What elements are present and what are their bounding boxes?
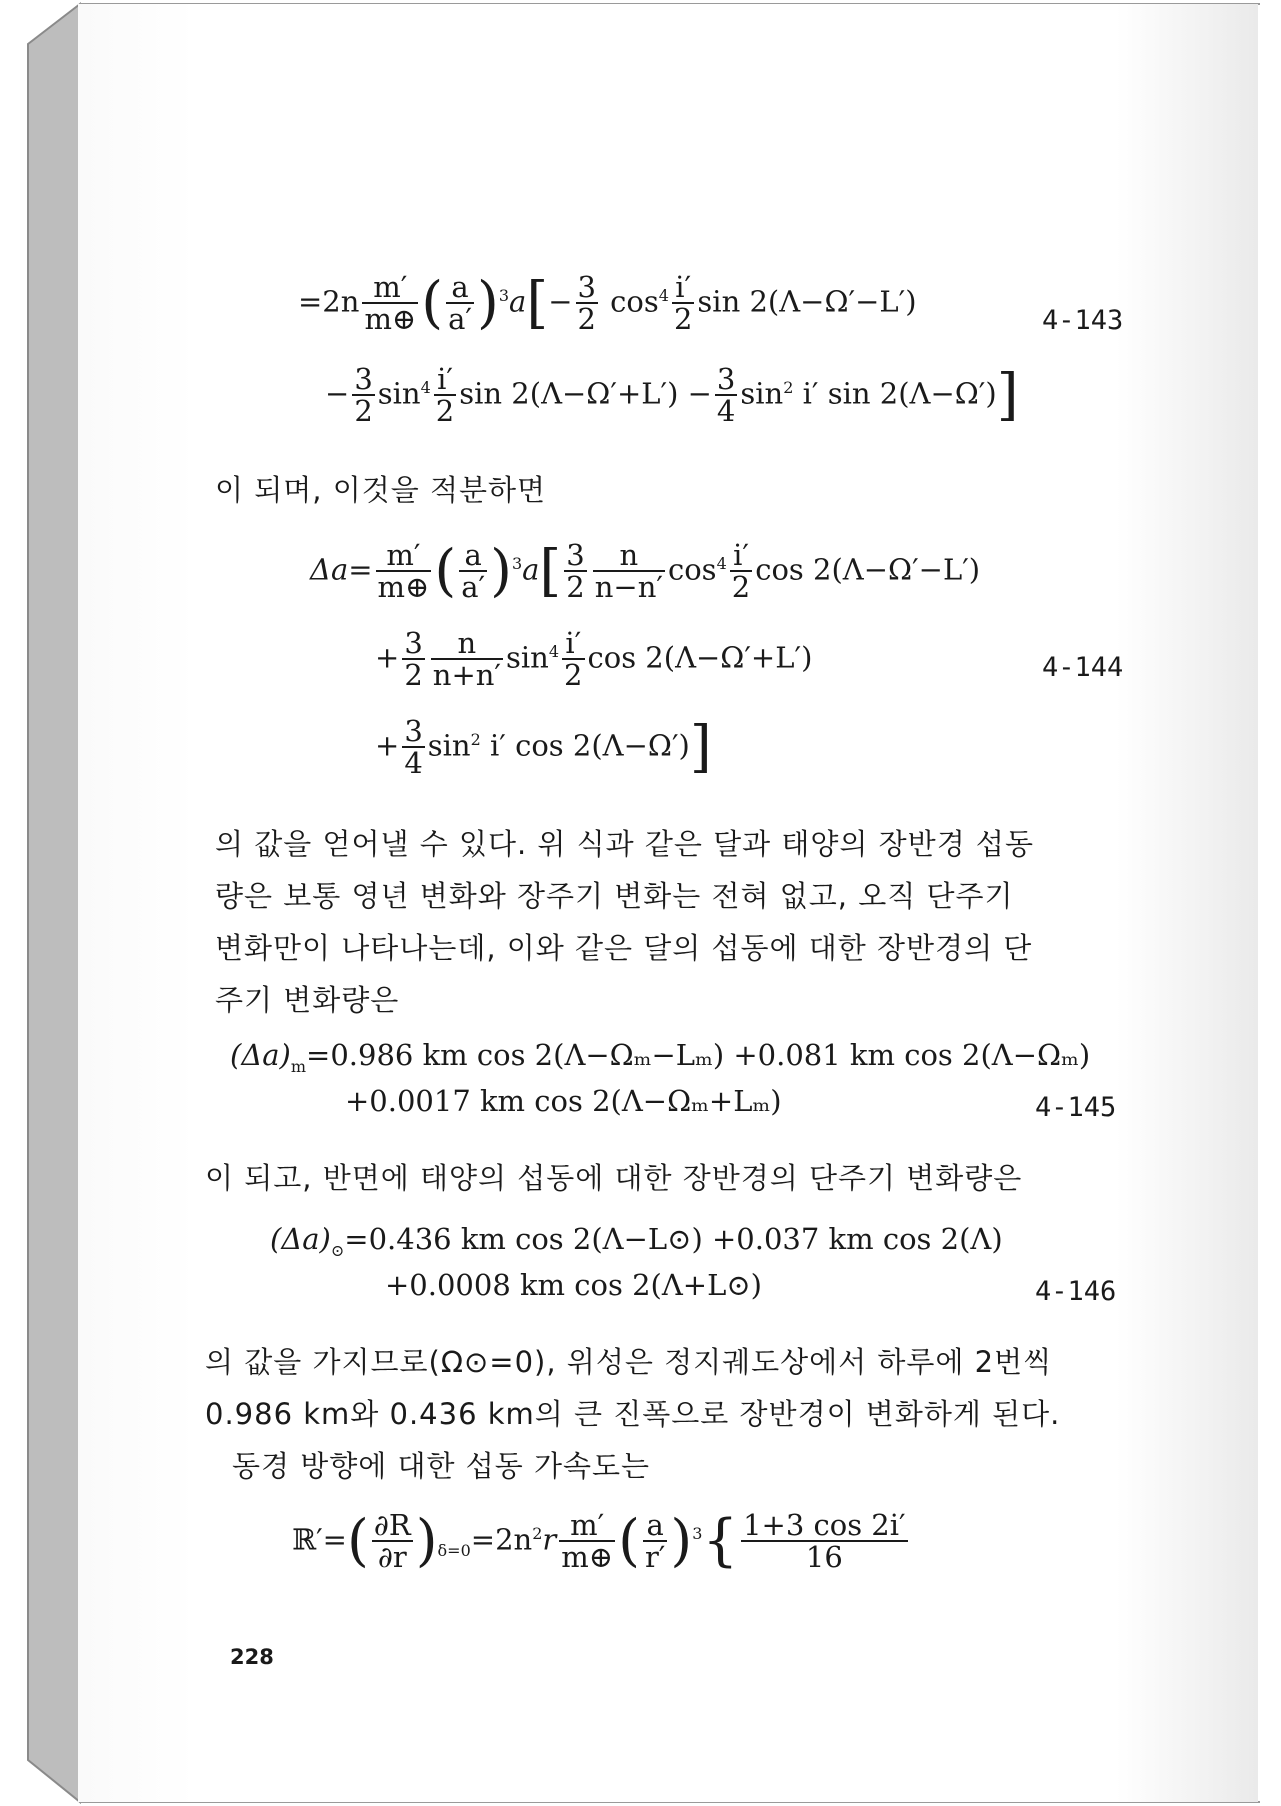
paragraph-2-line-3: 변화만이 나타나는데, 이와 같은 달의 섭동에 대한 장반경의 단	[215, 931, 1033, 965]
paragraph-1: 이 되며, 이것을 적분하면	[215, 473, 547, 507]
equation-radial-acceleration: ℝ′=( $\frac{\partial R}{\partial r}$ )$_{\delta=0}=2n^2r$ $\frac{m'}{m\oplus}$ ( $\frac{a}{r'}$ )$^3${ $\frac{1+3 \cos 2i'}{16}$	[292, 1508, 906, 1575]
equation-4-143-line-1: =2n $\frac{m'}{m\oplus}$ ( $\frac{a}{a'}$ )$^3$a[− $\frac{3}{2}$ $\cos^4$ $\frac{i'}{2}$ sin 2(Λ−Ω′−L′)	[298, 270, 917, 337]
equation-4-145-line-1: $(\Delta a)_m=0.986$ km cos 2(Λ−Ωₘ−Lₘ) +0.081 km cos 2(Λ−Ωₘ)	[230, 1038, 1091, 1076]
equation-number-4-146: 4-146	[1035, 1276, 1117, 1307]
equation-number-4-145: 4-145	[1035, 1092, 1117, 1123]
equation-4-145-line-2: +0.0017 km cos 2(Λ−Ωₘ+Lₘ)	[345, 1084, 782, 1118]
equation-4-146-line-1: $(\Delta a)_⊙=0.436$ km cos 2(Λ−L⊙) +0.037 km cos 2(Λ)	[270, 1222, 1003, 1260]
paragraph-3: 이 되고, 반면에 태양의 섭동에 대한 장반경의 단주기 변화량은	[205, 1161, 1023, 1195]
equation-4-144-line-1: Δa= $\frac{m'}{m\oplus}$ ( $\frac{a}{a'}$ )$^3$a[ $\frac{3}{2}$ $\frac{n}{n-n'}$ $\cos^4$ $\frac{i'}{2}$ cos 2(Λ−Ω′−L′)	[310, 538, 981, 605]
equation-4-144-line-3: + $\frac{3}{4}$ $\sin^2 i'$ cos 2(Λ−Ω′)]	[375, 714, 712, 781]
paragraph-2-line-1: 의 값을 얻어낼 수 있다. 위 식과 같은 달과 태양의 장반경 섭동	[215, 827, 1034, 861]
paragraph-2-line-2: 량은 보통 영년 변화와 장주기 변화는 전혀 없고, 오직 단주기	[215, 879, 1014, 913]
equation-number-4-144: 4-144	[1042, 652, 1124, 683]
paragraph-4-line-2: 0.986 km와 0.436 km의 큰 진폭으로 장반경이 변화하게 된다.	[205, 1397, 1061, 1431]
equation-4-146-line-2: +0.0008 km cos 2(Λ+L⊙)	[385, 1268, 762, 1302]
equation-number-4-143: 4-143	[1042, 305, 1124, 336]
paragraph-4-line-3: 동경 방향에 대한 섭동 가속도는	[232, 1449, 651, 1483]
paragraph-2-line-4: 주기 변화량은	[215, 983, 400, 1017]
page-number: 228	[230, 1645, 274, 1669]
paragraph-4-line-1: 의 값을 가지므로(Ω⊙=0), 위성은 정지궤도상에서 하루에 2번씩	[205, 1345, 1053, 1379]
equation-4-144-line-2: + $\frac{3}{2}$ $\frac{n}{n+n'}$ $\sin^4$ $\frac{i'}{2}$ cos 2(Λ−Ω′+L′)	[375, 626, 813, 693]
equation-4-143-line-2: − $\frac{3}{2}$ $\sin^4$ $\frac{i'}{2}$ sin 2(Λ−Ω′+L′) − $\frac{3}{4}$ $\sin^2 i'$ sin 2(Λ−Ω′)]	[325, 362, 1019, 429]
